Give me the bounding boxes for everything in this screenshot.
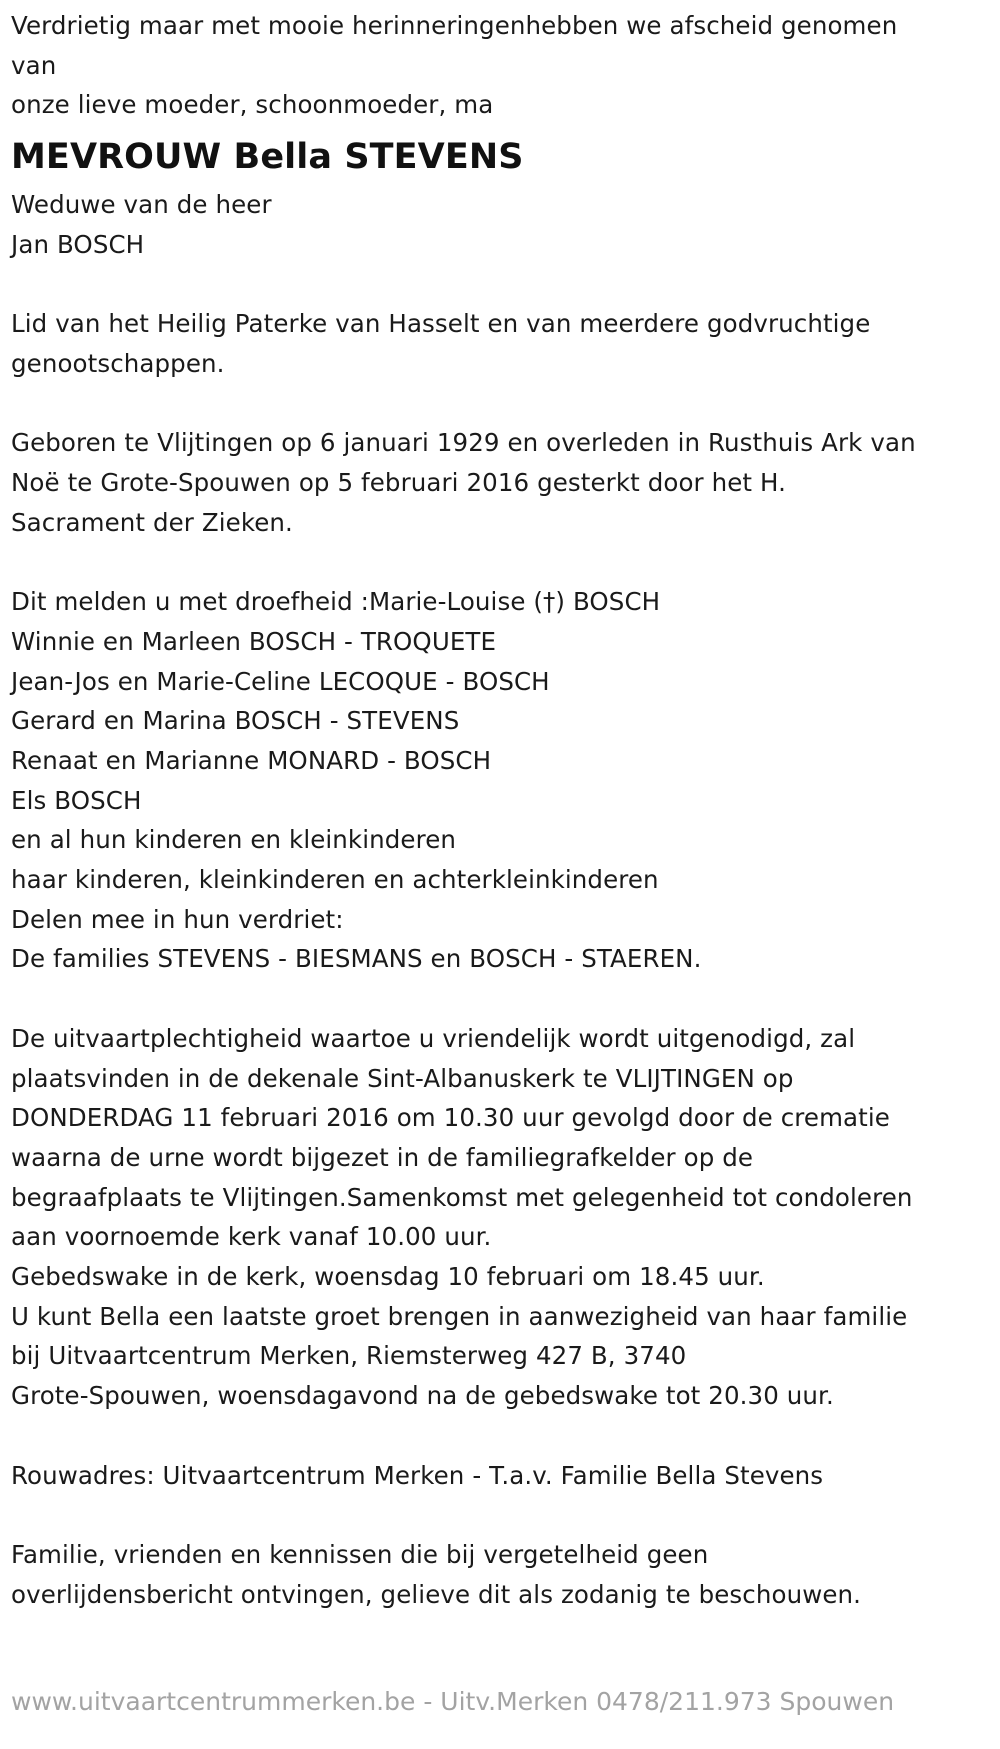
obituary-document: [11, 6, 991, 1614]
paragraph-spacer: [11, 265, 991, 305]
ceremony-line: U kunt Bella een laatste groet brengen in aanwezigheid van haar familie: [11, 1301, 908, 1331]
membership-line: genootschappen.: [11, 348, 225, 378]
paragraph-spacer: [11, 1495, 991, 1535]
ceremony-paragraph: [11, 1019, 991, 1416]
ceremony-line: Grote-Spouwen, woensdagavond na de gebedswake tot 20.30 uur.: [11, 1381, 834, 1411]
closing-line: overlijdensbericht ontvingen, gelieve dit als zodanig te beschouwen.: [11, 1579, 862, 1609]
ceremony-line: Gebedswake in de kerk, woensdag 10 februari om 18.45 uur.: [11, 1262, 765, 1292]
family-line: Dit melden u met droefheid :Marie-Louise (†) BOSCH: [11, 587, 661, 617]
mourning-address-line: Rouwadres: Uitvaartcentrum Merken - T.a.v. Familie Bella Stevens: [11, 1460, 824, 1490]
birth-death-line: Sacrament der Zieken.: [11, 507, 293, 537]
membership-paragraph: [11, 304, 991, 383]
paragraph-spacer: [11, 542, 991, 582]
intro-paragraph: [11, 6, 991, 125]
closing-line: Familie, vrienden en kennissen die bij vergetelheid geen: [11, 1539, 709, 1569]
family-line: Gerard en Marina BOSCH - STEVENS: [11, 706, 460, 736]
intro-line: Verdrietig maar met mooie herinneringenhebben we afscheid genomen: [11, 11, 898, 40]
closing-paragraph: [11, 1535, 991, 1614]
birth-death-paragraph: [11, 423, 991, 542]
ceremony-line: De uitvaartplechtigheid waartoe u vriendelijk wordt uitgenodigd, zal: [11, 1023, 856, 1053]
membership-line: Lid van het Heilig Paterke van Hasselt en van meerdere godvruchtige: [11, 309, 871, 339]
ceremony-line: aan voornoemde kerk vanaf 10.00 uur.: [11, 1222, 492, 1252]
family-line: Els BOSCH: [11, 785, 142, 815]
family-paragraph: [11, 582, 991, 979]
ceremony-line: plaatsvinden in de dekenale Sint-Albanuskerk te VLIJTINGEN op: [11, 1063, 794, 1093]
widow-of-paragraph: [11, 185, 991, 264]
family-line: De families STEVENS - BIESMANS en BOSCH - STAEREN.: [11, 944, 702, 974]
intro-line: onze lieve moeder, schoonmoeder, ma: [11, 90, 494, 120]
family-line: en al hun kinderen en kleinkinderen: [11, 825, 457, 855]
widow-of-line: Weduwe van de heer: [11, 190, 272, 220]
paragraph-spacer: [11, 384, 991, 424]
family-line: haar kinderen, kleinkinderen en achterkleinkinderen: [11, 865, 659, 895]
deceased-name-heading: MEVROUW Bella STEVENS: [11, 137, 524, 178]
paragraph-spacer: [11, 979, 991, 1019]
birth-death-line: Geboren te Vlijtingen op 6 januari 1929 en overleden in Rusthuis Ark van: [11, 428, 916, 458]
ceremony-line: bij Uitvaartcentrum Merken, Riemsterweg 427 B, 3740: [11, 1341, 687, 1371]
ceremony-line: waarna de urne wordt bijgezet in de familiegrafkelder op de: [11, 1142, 754, 1172]
ceremony-line: DONDERDAG 11 februari 2016 om 10.30 uur gevolgd door de crematie: [11, 1103, 890, 1133]
paragraph-spacer: [11, 1416, 991, 1456]
widow-of-line: Jan BOSCH: [11, 229, 145, 259]
family-line: Delen mee in hun verdriet:: [11, 904, 344, 934]
intro-line: van: [11, 50, 57, 80]
family-line: Winnie en Marleen BOSCH - TROQUETE: [11, 626, 497, 656]
birth-death-line: Noë te Grote-Spouwen op 5 februari 2016 gesterkt door het H.: [11, 468, 786, 497]
ceremony-line: begraafplaats te Vlijtingen.Samenkomst met gelegenheid tot condoleren: [11, 1182, 913, 1212]
mourning-address-paragraph: [11, 1456, 991, 1496]
funeral-home-footer: www.uitvaartcentrummerken.be - Uitv.Merken 0478/211.973 Spouwen: [11, 1687, 895, 1716]
family-line: Renaat en Marianne MONARD - BOSCH: [11, 745, 492, 775]
family-line: Jean-Jos en Marie-Celine LECOQUE - BOSCH: [11, 666, 550, 696]
